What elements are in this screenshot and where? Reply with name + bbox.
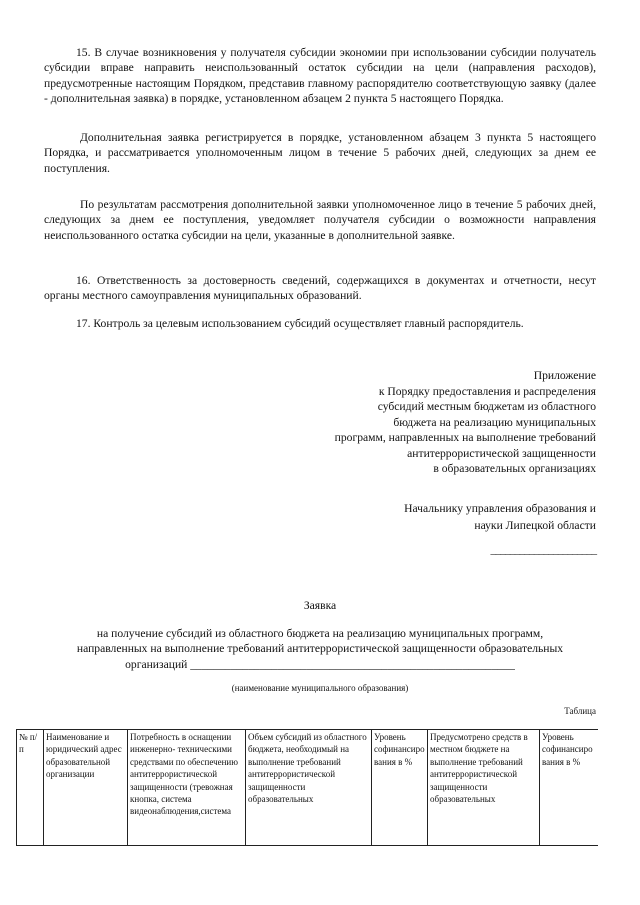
addressee-line: Начальнику управления образования и bbox=[404, 502, 596, 515]
header-cell-regional-subsidy: Объем субсидий из областного бюджета, необходимый на выполнение требований антитеррористической защищенности образовательных bbox=[246, 730, 372, 847]
request-table bbox=[16, 729, 598, 846]
appendix-line: к Порядку предоставления и распределения bbox=[378, 384, 596, 398]
request-table-wrapper bbox=[16, 729, 598, 846]
header-cell-organization: Наименование и юридический адрес образовательной организации bbox=[44, 730, 128, 847]
appendix-line: бюджета на реализацию муниципальных bbox=[393, 415, 596, 429]
appendix-line: субсидий местным бюджетам из областного bbox=[377, 400, 596, 413]
appendix-line: в образовательных организациях bbox=[433, 462, 596, 475]
addressee-line: науки Липецкой области bbox=[474, 519, 596, 532]
request-title: Заявка bbox=[303, 599, 337, 612]
table-header-row bbox=[17, 730, 599, 847]
paragraph-17: 17. Контроль за целевым использованием субсидий осуществляет главный распорядитель. bbox=[76, 317, 524, 330]
header-cell-equipment-need: Потребность в оснащении инженерно- техническими средствами по обеспечению антитеррористической защищенности (тревожная кнопка, система видеонаблюдения,система bbox=[128, 730, 246, 847]
header-cell-cofinancing-level: Уровень софинансирования в % bbox=[372, 730, 428, 847]
request-line: на получение субсидий из областного бюджета на реализацию муниципальных программ, bbox=[96, 627, 544, 640]
request-line: направленных на выполнение требований антитеррористической защищенности образовательных bbox=[76, 642, 564, 656]
header-cell-number: № п/п bbox=[17, 730, 44, 847]
addressee-block bbox=[404, 500, 596, 534]
table-label: Таблица bbox=[564, 706, 596, 716]
appendix-line: программ, направленных на выполнение требований bbox=[334, 431, 596, 444]
appendix-header bbox=[256, 368, 596, 477]
header-cell-local-budget: Предусмотрено средств в местном бюджете на выполнение требований антитеррористической защищенности образовательных bbox=[428, 730, 540, 847]
paragraph-16: 16. Ответственность за достоверность сведений, содержащихся в документах и отчетности, несут органы местного самоуправления муниципальных образований. bbox=[44, 274, 596, 303]
header-cell-cofinancing-level-2: Уровень софинансирования в % bbox=[540, 730, 599, 847]
appendix-line: Приложение bbox=[533, 369, 596, 382]
request-description bbox=[30, 626, 610, 672]
paragraph-review-results: По результатам рассмотрения дополнительной заявки уполномоченное лицо в течение 5 рабочих дней, следующих за днем ее поступления, уведомляет получателя субсидии о возможности направления неиспользованного остатка субсидии на цели, указанные в дополнительной заявке. bbox=[44, 198, 596, 242]
paragraph-15: 15. В случае возникновения у получателя субсидии экономии при использовании субсидии получатель субсидии вправе направить неиспользованный остаток субсидии на цели (направления расходов), предусмотренные настоящим Порядком, представив главному распорядителю соответствующую заявку (далее - дополнительная заявка) в порядке, установленном абзацем 2 пункта 5 настоящего Порядка. bbox=[44, 46, 596, 105]
signature-line: ______________________ bbox=[490, 543, 596, 556]
municipality-caption: (наименование муниципального образования) bbox=[231, 683, 409, 693]
paragraph-additional-request: Дополнительная заявка регистрируется в порядке, установленном абзацем 3 пункта 5 настоящего Порядка, и рассматривается уполномоченным лицом в течение 5 рабочих дней, следующих за днем ее поступления. bbox=[44, 131, 596, 175]
appendix-line: антитеррористической защищенности bbox=[407, 446, 596, 460]
request-line: организаций ________________________________________________________ bbox=[125, 657, 515, 671]
